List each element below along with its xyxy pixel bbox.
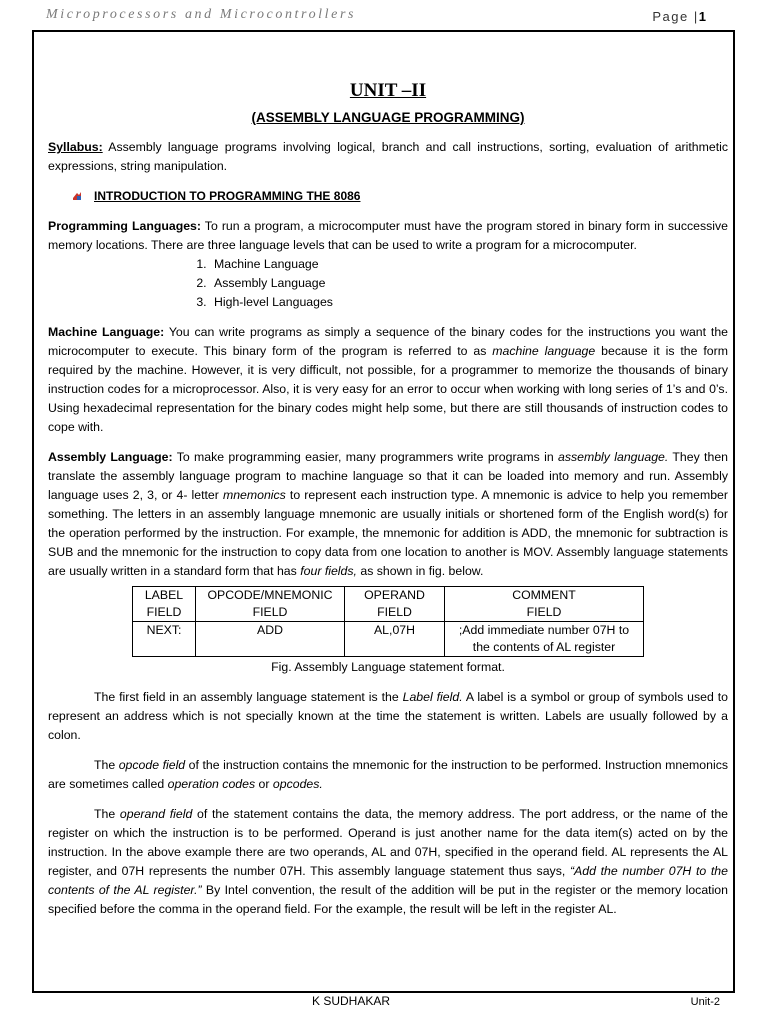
table-cell: NEXT: xyxy=(133,622,196,657)
page-separator: | xyxy=(693,9,699,24)
bullet-icon xyxy=(72,191,82,201)
language-levels-list xyxy=(48,255,728,312)
italic-term: four fields, xyxy=(300,564,357,578)
machine-language-label: Machine Language: xyxy=(48,325,165,339)
italic-term: operand field xyxy=(119,807,193,821)
page-number: 1 xyxy=(698,9,706,24)
list-item: 1. Machine Language xyxy=(210,255,728,274)
cell-line: FIELD xyxy=(252,605,288,619)
syllabus-label: Syllabus: xyxy=(48,140,103,154)
section-heading xyxy=(72,187,728,206)
machine-language-paragraph xyxy=(48,323,728,437)
programming-languages-label: Programming Languages: xyxy=(48,219,201,233)
cell-line: ;Add immediate number 07H to xyxy=(458,623,630,637)
section-heading-text: INTRODUCTION TO PROGRAMMING THE 8086 xyxy=(94,189,361,203)
italic-term: assembly language. xyxy=(558,450,669,464)
assembly-language-paragraph xyxy=(48,448,728,581)
cell-line: COMMENT xyxy=(512,588,576,602)
assembly-language-label: Assembly Language: xyxy=(48,450,173,464)
programming-languages-paragraph xyxy=(48,217,728,255)
footer-unit: Unit-2 xyxy=(690,996,720,1008)
italic-term: machine language xyxy=(492,344,596,358)
list-item: 3. High-level Languages xyxy=(210,293,728,312)
text: By Intel convention, the result of the addition will be put in the register or the memory location specified before the comma in the operand field. For the example, the result will be left in the register AL. xyxy=(48,883,728,916)
label-field-paragraph xyxy=(48,688,728,745)
italic-term: Label field. xyxy=(402,690,463,704)
table-cell: AL,07H xyxy=(345,622,445,657)
opcode-field-paragraph xyxy=(48,756,728,794)
text: They then translate the assembly language program to machine language so that it can be loaded into memory and run. Assembly language uses 2, 3, or 4- letter xyxy=(48,450,728,502)
text: The xyxy=(94,807,120,821)
syllabus-paragraph xyxy=(48,138,728,176)
italic-term: opcode field xyxy=(118,758,186,772)
unit-subtitle: (ASSEMBLY LANGUAGE PROGRAMMING) xyxy=(251,110,525,125)
cell-line: LABEL xyxy=(144,588,184,602)
text: as shown in fig. below. xyxy=(356,564,484,578)
cell-line: OPCODE/MNEMONIC xyxy=(207,588,333,602)
text: to represent each instruction type. A mnemonic is advice to help you remember something. The letters in an assembly language mnemonic are usually initials or shortened form of the English word(s) for the operation performed by the instruction. For example, the mnemonic for addition is ADD, the mnemonic for subtraction is SUB and the mnemonic for the instruction to copy data from one location to another is MOV. Assembly language statements are usually written in a standard form that has xyxy=(48,488,728,578)
text: because it is the form required by the machine. However, it is very difficult, not possible, for a programmer to memorize the thousands of binary instruction codes for a microprocessor. Also, it is very easy for an error to occur when working with long series of 1’s and 0’s. Using hexadecimal representation for the binary codes might help some, but there are still thousands of instruction codes to cope with. xyxy=(48,344,728,434)
page-content xyxy=(48,79,728,919)
italic-term: operation codes xyxy=(167,777,256,791)
text: The first field in an assembly language statement is the xyxy=(94,690,403,704)
list-item: 2. Assembly Language xyxy=(210,274,728,293)
unit-title: UNIT –II xyxy=(349,80,427,101)
text: of the statement contains the data, the memory address. The port address, or the name of the register on which the instruction is to be performed. Operand is just another name for the data item(s) acted on by the instruction. In the above example there are two operands, AL and 07H, specified in the operand field. AL represents the AL register, and 07H represents the number 07H. This assembly language statement thus says, xyxy=(48,807,729,878)
programming-languages-text: To run a program, a microcomputer must have the program stored in binary form in successive memory locations. There are three language levels that can be used to write a program for a microcomputer. xyxy=(48,219,728,252)
footer-author: K SUDHAKAR xyxy=(312,994,391,1008)
table-cell xyxy=(445,622,644,657)
italic-term: “Add the number 07H to the contents of the AL register.” xyxy=(48,864,728,897)
italic-term: opcodes. xyxy=(272,777,323,791)
text: A label is a symbol or group of symbols used to represent an address which is not specially known at the time the statement is written. Labels are usually followed by a colon. xyxy=(48,690,729,742)
cell-line: FIELD xyxy=(377,605,412,619)
table-cell: ADD xyxy=(196,622,345,657)
header-title: Microprocessors and Microcontrollers xyxy=(46,7,357,22)
text: of the instruction contains the mnemonic for the instruction to be performed. Instruction mnemonics are sometimes called xyxy=(48,758,729,791)
syllabus-text: Assembly language programs involving logical, branch and call instructions, sorting, evaluation of arithmetic expressions, string manipulation. xyxy=(48,140,728,173)
italic-term: mnemonics xyxy=(222,488,286,502)
table-header-cell xyxy=(196,587,345,622)
statement-format-table xyxy=(132,586,644,657)
table-header-row xyxy=(133,587,644,622)
cell-line: OPERAND xyxy=(364,588,425,602)
page-label: Page xyxy=(652,9,689,24)
header-page xyxy=(652,9,706,24)
cell-line: FIELD xyxy=(146,605,182,619)
table-caption: Fig. Assembly Language statement format. xyxy=(271,660,505,674)
table-header-cell xyxy=(133,587,196,622)
table-row xyxy=(133,622,644,657)
text: To make programming easier, many programmers write programs in xyxy=(172,450,558,464)
cell-line: FIELD xyxy=(526,605,562,619)
table-header-cell xyxy=(345,587,445,622)
text: The xyxy=(94,758,119,772)
text: You can write programs as simply a sequence of the binary codes for the instructions you want the microcomputer to execute. This binary form of the program is referred to as xyxy=(48,325,728,358)
operand-field-paragraph xyxy=(48,805,728,919)
cell-line: the contents of AL register xyxy=(472,640,616,654)
text: or xyxy=(255,777,273,791)
table-header-cell xyxy=(445,587,644,622)
